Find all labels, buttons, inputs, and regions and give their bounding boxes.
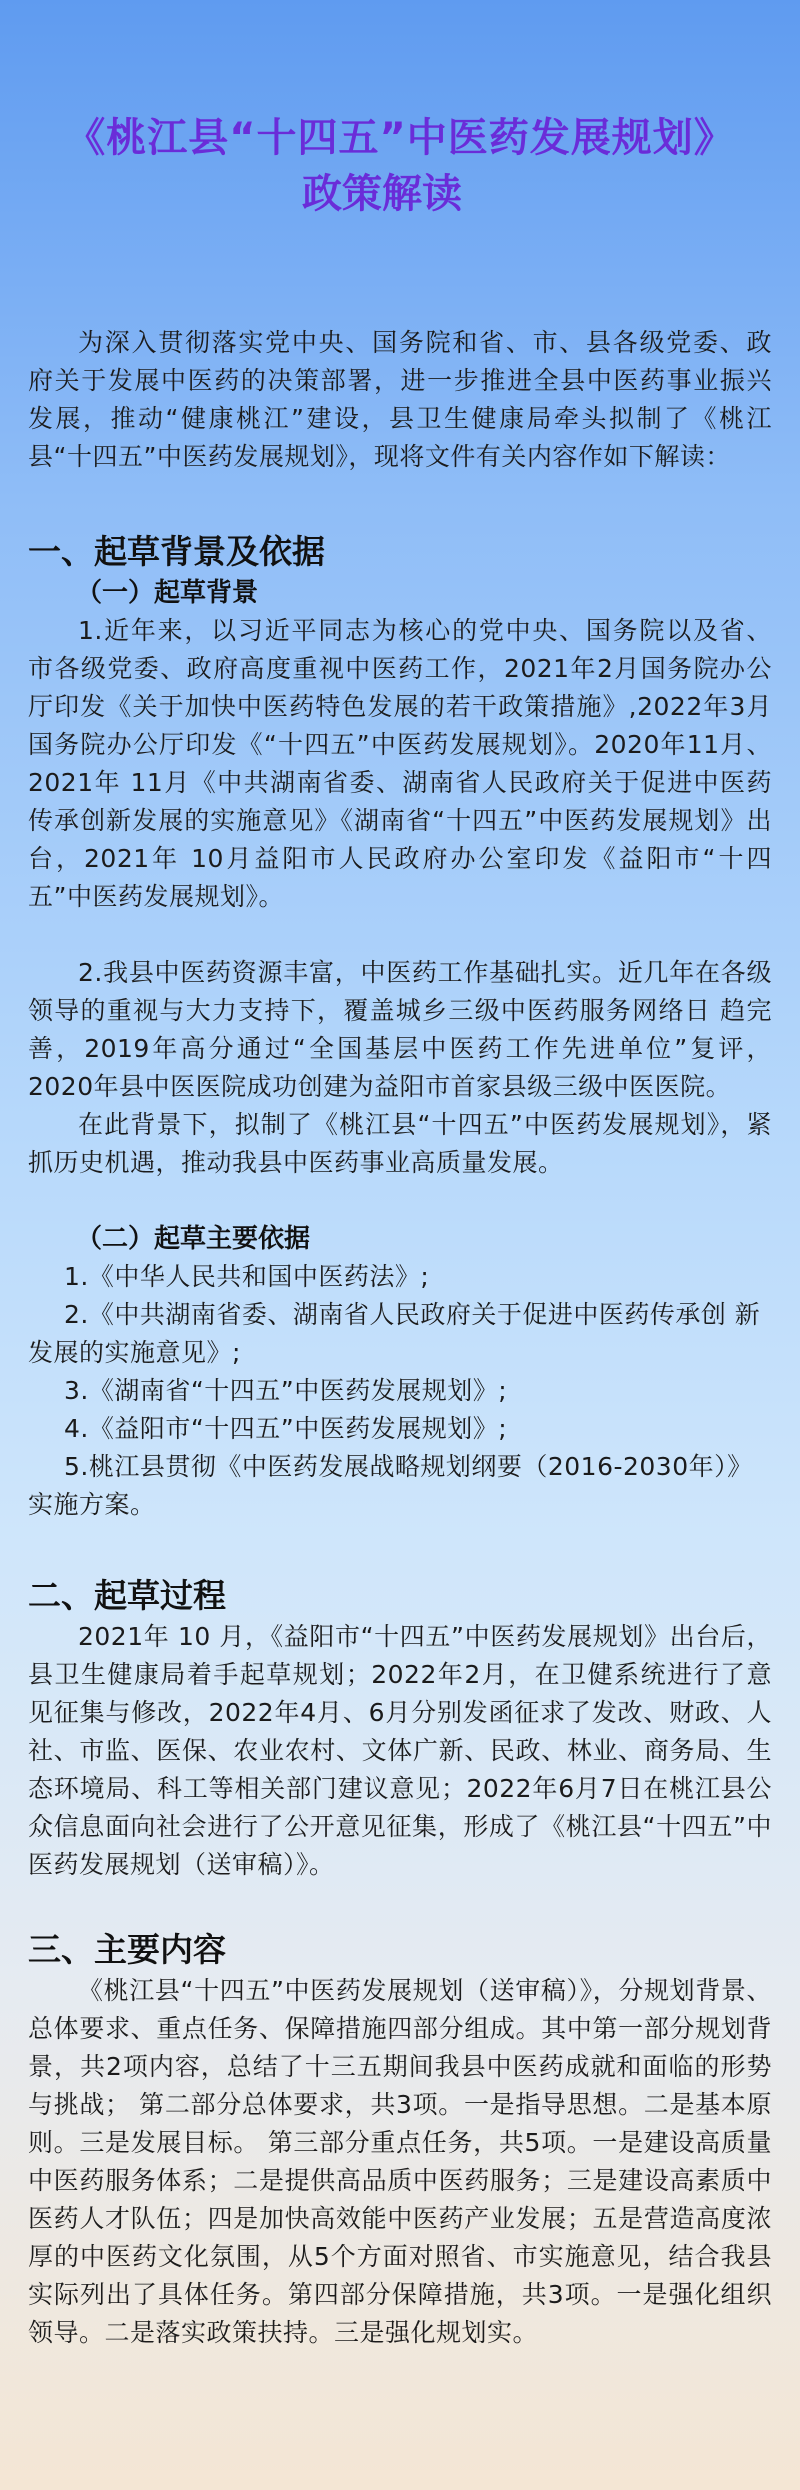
basis-list-item: 1.《中华人民共和国中医药法》; (64, 1262, 430, 1291)
drafting-process-paragraph: 2021年 10 月，《益阳市“十四五”中医药发展规划》出台后，县卫生健康局着手起草规划；2022年2月，在卫健系统进行了意见征集与修改，2022年4月、6月分别发函征求了发改、财政、人社、市监、医保、农业农村、文体广新、民政、林业、商务局、生态环境局、科工等相关部门建议意见；2022年6月7日在桃江县公众信息面向社会进行了公开意见征集，形成了《桃江县“十四五”中医药发展规划（送审稿）》。 (28, 1622, 772, 1879)
section-1-sub-2-heading: （二）起草主要依据 (76, 1224, 311, 1254)
document-title (28, 0, 772, 220)
basis-list-item: 3.《湖南省“十四五”中医药发展规划》; (64, 1376, 508, 1405)
basis-list-item: 5.桃江县贯彻《中医药发展战略规划纲要（2016-2030年）》 实施方案。 (28, 1452, 753, 1519)
background-paragraph-3: 在此背景下，拟制了《桃江县“十四五”中医药发展规划》，紧抓历史机遇，推动我县中医药事业高质量发展。 (28, 1110, 772, 1177)
basis-list (28, 1258, 772, 1524)
section-3-heading: 三、主要内容 (28, 1930, 226, 1969)
title-line-2: 政策解读 (302, 171, 462, 217)
intro-paragraph: 为深入贯彻落实党中央、国务院和省、市、县各级党委、政 府关于发展中医药的决策部署，进一步推进全县中医药事业振兴 发展，推动“健康桃江”建设，县卫生健康局牵头拟制了《桃江县“十四五”中医药发展规划》，现将文件有关内容作如下解读： (28, 328, 772, 471)
section-2-heading: 二、起草过程 (28, 1576, 226, 1615)
basis-list-item: 2.《中共湖南省委、湖南省人民政府关于促进中医药传承创 新发展的实施意见》; (28, 1300, 761, 1367)
section-1-sub-1-heading: （一）起草背景 (76, 578, 259, 608)
basis-list-item: 4.《益阳市“十四五”中医药发展规划》; (64, 1414, 508, 1443)
title-line-1: 《桃江县“十四五”中医药发展规划》 (65, 115, 735, 161)
main-content-paragraph: 《桃江县“十四五”中医药发展规划（送审稿）》，分规划背景、总体要求、重点任务、保障措施四部分组成。其中第一部分规划背景，共2项内容，总结了十三五期间我县中医药成就和面临的形势与挑战； 第二部分总体要求，共3项。一是指导思想。二是基本原则。三是发展目标。 第三部分重点任务，共5项。一是建设高质量中医药服务体系；二是提供高品质中医药服务；三是建设高素质中医药人才队伍；四是加快高效能中医药产业发展；五是营造高度浓厚的中医药文化氛围，从5个方面对照省、市实施意见，结合我县实际列出了具体任务。第四部分保障措施，共3项。一是强化组织领导。二是落实政策扶持。三是强化规划实。 (28, 1976, 772, 2347)
background-paragraph-2: 2.我县中医药资源丰富，中医药工作基础扎实。近几年在各级领导的重视与大力支持下，覆盖城乡三级中医药服务网络日 趋完善，2019年高分通过“全国基层中医药工作先进单位”复评， 2020年县中医医院成功创建为益阳市首家县级三级中医医院。 (28, 958, 772, 1101)
section-1-heading: 一、起草背景及依据 (28, 532, 325, 571)
background-paragraph-1: 1.近年来，以习近平同志为核心的党中央、国务院以及省、 市各级党委、政府高度重视中医药工作，2021年2月国务院办公厅印发《关于加快中医药特色发展的若干政策措施》,2022年3月国务院办公厅印发《“十四五”中医药发展规划》。2020年11月、2021年 11月《中共湖南省委、湖南省人民政府关于促进中医药传承创新发展的实施意见》《湖南省“十四五”中医药发展规划》出台，2021年 10月益阳市人民政府办公室印发《益阳市“十四五”中医药发展规划》。 (28, 616, 772, 911)
